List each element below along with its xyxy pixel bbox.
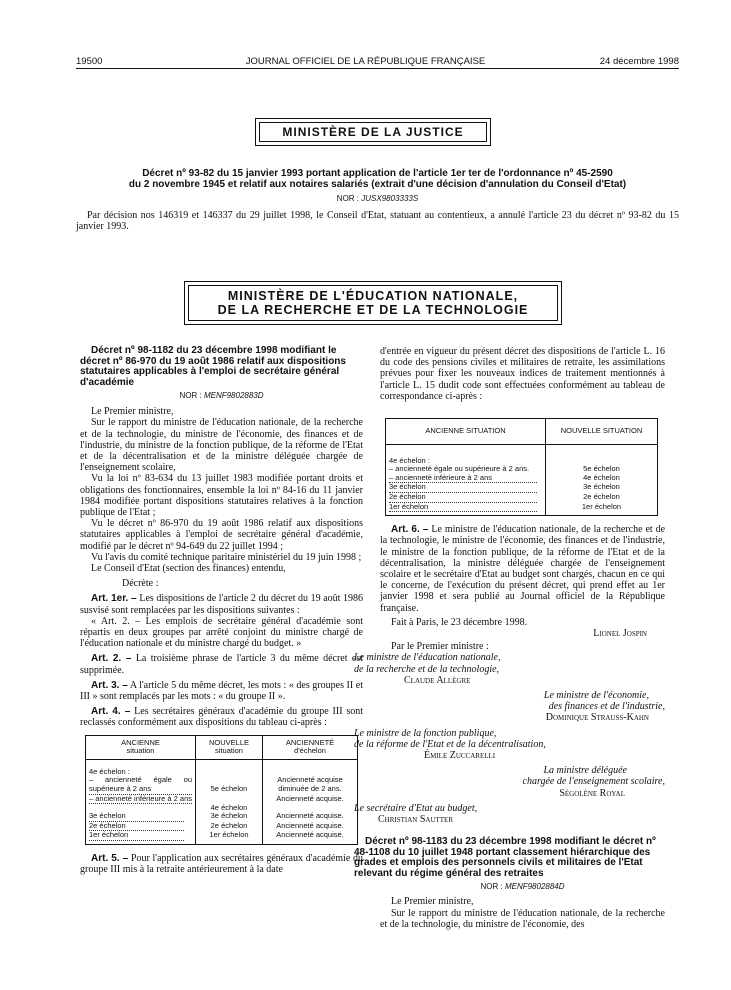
table1-header-nouvelle: NOUVELLE situation	[196, 735, 263, 759]
table-correspondance	[385, 418, 658, 516]
ministry-education-box	[184, 281, 562, 325]
ministry-justice-heading: MINISTÈRE DE LA JUSTICE	[282, 125, 464, 139]
article-5: Art. 5. – Pour l'application aux secrétaires généraux d'académie du groupe III mis à la retraite antérieurement à la date	[80, 853, 364, 876]
article-4: Art. 4. – Les secrétaires généraux d'académie du groupe III sont reclassés conformément aux dispositions du tableau ci-après :	[80, 706, 363, 729]
decree-98-1182-title: Décret nº 98-1182 du 23 décembre 1998 modifiant le décret nº 86-970 du 19 août 1986 relatif aux dispositions statutaires applicables à l'emploi de secrétaire général d'académie	[80, 345, 346, 388]
decree-98-1183-nor: NOR : MENF9802884D	[480, 882, 565, 892]
decree-93-82-nor: NOR : JUSX9803333S	[336, 194, 419, 203]
article-6: Art. 6. – Le ministre de l'éducation nationale, de la recherche et de la technologie, le ministre de l'économie, des finances et de l'industrie, le ministre de la fonction publique, de la réforme de l'Etat et de la décentralisation, la ministre déléguée chargée de l'enseignement scolaire et le secrétaire d'Etat au budget sont chargés, chacun en ce qui le concerne, de l'exécution du présent décret, qui prend effet au 1er janvier 1998 et sera publié au Journal officiel de la République française.	[380, 524, 666, 614]
preamble-rapport: Sur le rapport du ministre de l'éducation nationale, de la recherche et de la technologie, du ministre de l'économie, des finances et de l'industrie, du ministre de la fonction publique, de la réforme de l'Etat et de la décentralisation et de la ministre déléguée chargée de l'enseignement scolaire,	[80, 417, 363, 474]
preamble-conseil: Le Conseil d'Etat (section des finances) entendu,	[91, 563, 286, 575]
header-rule	[76, 68, 679, 69]
decree-93-82-title: Décret nº 93-82 du 15 janvier 1993 portant application de l'article 1er ter de l'ordonnance nº 45-2590 du 2 novembre 1945 et relatif aux notaires salariés (extrait d'une décision d'annulation du Conseil d'Etat)	[128, 168, 627, 190]
preamble-vu-decret: Vu le décret nº 86-970 du 19 août 1986 relatif aux dispositions statutaires applicables à l'emploi de secrétaire général d'académie, modifié par le décret nº 94-649 du 22 juillet 1994 ;	[80, 518, 363, 552]
signature-pm: Lionel Jospin	[593, 627, 647, 639]
table-reclassement	[85, 735, 358, 845]
signature-economie: Le ministre de l'économie, des finances et de l'industrie, Dominique Strauss-Kahn	[543, 690, 665, 724]
table-row: 2e échelon 2e échelon Ancienneté acquise.	[86, 822, 358, 832]
decree-98-1182-nor: NOR : MENF9802883D	[179, 391, 264, 400]
preamble-pm: Le Premier ministre,	[91, 406, 174, 418]
table2-header-ancienne: ANCIENNE SITUATION	[386, 419, 546, 445]
decree-98-1183-title: Décret nº 98-1183 du 23 décembre 1998 modifiant le décret nº 48-1108 du 10 juillet 1948 portant classement hiérarchique des grades et emplois des personnels civils et militaires de l'Etat relevant du régime général des retraites	[354, 836, 656, 879]
page-number: 19500	[76, 56, 103, 67]
table-row: 3e échelon 3e échelon	[386, 483, 658, 493]
table-row: 2e échelon 2e échelon	[386, 493, 658, 503]
table1-header-anciennete: ANCIENNETÉ d'échelon	[263, 735, 358, 759]
fait-a-paris: Fait à Paris, le 23 décembre 1998.	[391, 616, 528, 628]
decree-98-1183-pm: Le Premier ministre,	[391, 896, 474, 908]
signature-enseignement-scolaire: La ministre déléguée chargée de l'enseignement scolaire, Ségolène Royal	[522, 765, 665, 799]
decree-98-1183-rapport: Sur le rapport du ministre de l'éducation nationale, de la recherche et de la technologie, du ministre de l'économie, des	[380, 907, 665, 930]
article-3: Art. 3. – A l'article 5 du même décret, les mots : « des groupes II et III » sont remplacés par les mots : « du groupe II ».	[80, 679, 363, 703]
right-column	[354, 346, 666, 930]
article-5-continuation: d'entrée en vigueur du présent décret des dispositions de l'article L. 16 du code des pensions civiles et militaires de retraite, les assimilations prévues pour fixer les nouveaux indices de traitement mentionnés à l'article L. 15 dudit code sont effectuées conformément au tableau de correspondance ci-après :	[380, 346, 665, 402]
ministry-education-heading: MINISTÈRE DE L'ÉDUCATION NATIONALE, DE LA RECHERCHE ET DE LA TECHNOLOGIE	[217, 289, 529, 317]
table-row: – ancienneté inférieure à 2 ans 4e échelon	[386, 474, 658, 484]
ministry-justice-box	[255, 118, 491, 146]
signature-fonction-publique: Le ministre de la fonction publique, de la réforme de l'Etat et de la décentralisation, Émile Zuccarelli	[354, 727, 546, 762]
signature-education: Le ministre de l'éducation nationale, de la recherche et de la technologie, Claude Allègre	[354, 652, 501, 686]
article-2: Art. 2. – La troisième phrase de l'article 3 du même décret est supprimée.	[80, 653, 363, 676]
article-1-quote: « Art. 2. – Les emplois de secrétaire général d'académie sont répartis en deux groupes par arrêté conjoint du ministre chargé de l'éducation nationale et du ministre chargé du budget. »	[80, 615, 363, 650]
preamble-vu-loi: Vu la loi nº 83-634 du 13 juillet 1983 modifiée portant droits et obligations des fonctionnaires, ensemble la loi nº 84-16 du 11 janvier 1984 modifiée portant dispositions statutaires relatives à la fonction publique de l'Etat ;	[80, 473, 363, 519]
table-row: – ancienneté égale ou supérieure à 2 ans 5e échelon Ancienneté acquise diminuée de 2 ans.	[86, 776, 358, 794]
table-row: – ancienneté égale ou supérieure à 2 ans. 5e échelon	[386, 465, 658, 474]
table-row: – ancienneté inférieure à 2 ans 4e échelon Ancienneté acquise.	[86, 795, 358, 813]
issue-date: 24 décembre 1998	[599, 56, 679, 67]
decree-93-82-body: Par décision nos 146319 et 146337 du 29 juillet 1998, le Conseil d'Etat, statuant au contentieux, a annulé l'article 23 du décret nº 93-82 du 15 janvier 1993.	[76, 210, 679, 233]
table-row: 4e échelon :	[386, 444, 658, 465]
signature-budget: Le secrétaire d'Etat au budget, Christian Sautter	[354, 802, 478, 826]
table-row: 3e échelon 3e échelon Ancienneté acquise.	[86, 812, 358, 822]
table1-header-ancienne: ANCIENNE situation	[86, 735, 196, 759]
table-row: 4e échelon :	[86, 759, 358, 776]
journal-title: JOURNAL OFFICIEL DE LA RÉPUBLIQUE FRANÇAISE	[245, 56, 486, 67]
table-row: 1er échelon 1er échelon	[386, 503, 658, 516]
preamble-vu-avis: Vu l'avis du comité technique paritaire ministériel du 19 juin 1998 ;	[91, 551, 362, 563]
left-column	[80, 346, 363, 875]
decrete: Décrète :	[122, 578, 159, 590]
table-row: 1er échelon 1er échelon Ancienneté acquise.	[86, 831, 358, 844]
article-1: Art. 1er. – Les dispositions de l'article 2 du décret du 19 août 1986 susvisé sont remplacées par les dispositions suivantes :	[80, 593, 364, 616]
par-le-premier-ministre: Par le Premier ministre :	[391, 641, 489, 653]
table2-header-nouvelle: NOUVELLE SITUATION	[546, 419, 658, 445]
